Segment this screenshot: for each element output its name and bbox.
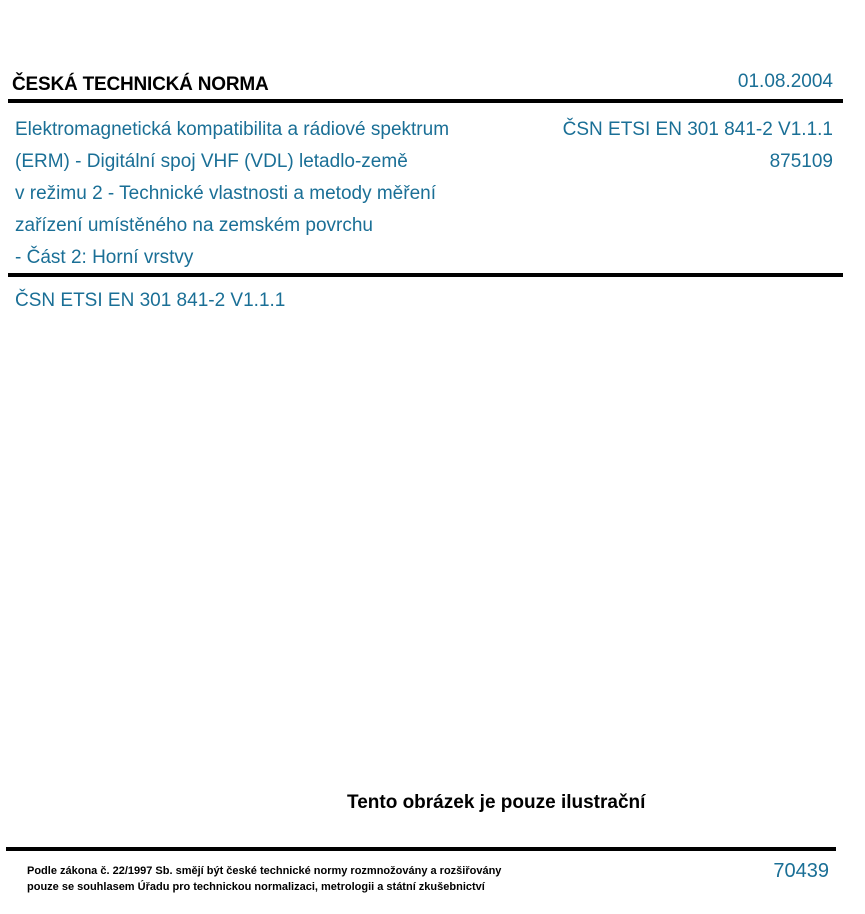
bottom-divider <box>6 847 836 851</box>
middle-divider <box>8 273 843 277</box>
classification-number: 875109 <box>769 151 833 172</box>
legal-line: Podle zákona č. 22/1997 Sb. smějí být české technické normy rozmnožovány a rozšiřovány <box>27 865 502 877</box>
standard-designation: ČSN ETSI EN 301 841-2 V1.1.1 <box>562 119 833 140</box>
standard-title <box>15 114 525 274</box>
legal-line: pouze se souhlasem Úřadu pro technickou normalizaci, metrologii a státní zkušebnictví <box>27 881 485 893</box>
title-line: (ERM) - Digitální spoj VHF (VDL) letadlo-země <box>15 151 408 172</box>
title-line: Elektromagnetická kompatibilita a rádiové spektrum <box>15 119 450 140</box>
illustration-note: Tento obrázek je pouze ilustrační <box>347 792 646 813</box>
publication-date: 01.08.2004 <box>737 71 833 92</box>
title-line: - Část 2: Horní vrstvy <box>15 247 194 268</box>
standard-code-block <box>563 114 833 178</box>
title-line: v režimu 2 - Technické vlastnosti a metody měření <box>15 183 436 204</box>
standard-id: ČSN ETSI EN 301 841-2 V1.1.1 <box>15 290 286 311</box>
title-line: zařízení umístěného na zemském povrchu <box>15 215 374 236</box>
legal-notice <box>27 863 501 895</box>
norm-title: ČESKÁ TECHNICKÁ NORMA <box>12 74 269 95</box>
top-divider <box>8 99 843 103</box>
document-number: 70439 <box>773 860 829 882</box>
